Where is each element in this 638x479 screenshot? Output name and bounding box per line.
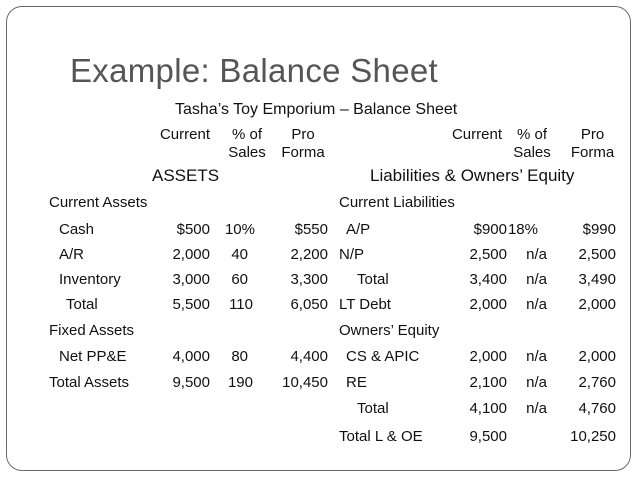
equity-total-pct: n/a xyxy=(526,400,547,417)
equity-total-label: Total xyxy=(357,400,389,417)
liab-total-pro: 3,490 xyxy=(578,271,616,288)
asset-total-pct: 110 xyxy=(229,296,253,313)
current-assets-label: Current Assets xyxy=(49,194,148,211)
owners-equity-label: Owners’ Equity xyxy=(339,322,440,339)
current-liabilities-label: Current Liabilities xyxy=(339,194,455,211)
asset-ar-pro: 2,200 xyxy=(290,246,328,263)
asset-total-pro: 6,050 xyxy=(290,296,328,313)
asset-total-label: Total xyxy=(66,296,98,313)
asset-ar-current: 2,000 xyxy=(172,246,210,263)
liab-ap-pro: $990 xyxy=(582,221,616,238)
assets-heading: ASSETS xyxy=(152,166,220,185)
liab-header-pct-line2: Sales xyxy=(513,144,551,161)
sheet-subtitle: Tasha’s Toy Emporium – Balance Sheet xyxy=(175,101,458,118)
asset-cash-label: Cash xyxy=(59,221,95,238)
asset-netppe-pct: 80 xyxy=(231,348,248,365)
equity-total-current: 4,100 xyxy=(469,400,507,417)
asset-inventory-pct: 60 xyxy=(231,271,248,288)
liab-ltdebt-label: LT Debt xyxy=(339,296,391,313)
asset-cash-pct: 10% xyxy=(224,221,255,238)
liab-np-label: N/P xyxy=(339,246,365,263)
liab-header-pro-line2: Forma xyxy=(570,144,615,161)
equity-total-pro: 4,760 xyxy=(578,400,616,417)
liab-ltdebt-current: 2,000 xyxy=(469,296,507,313)
liab-header-pct-line1: % of xyxy=(516,126,547,143)
liab-np-current: 2,500 xyxy=(469,246,507,263)
liab-total-pct: n/a xyxy=(526,271,547,288)
total-assets-pct: 190 xyxy=(227,374,253,391)
liab-ltdebt-pro: 2,000 xyxy=(578,296,616,313)
total-assets-pro: 10,450 xyxy=(282,374,328,391)
equity-csapic-pct: n/a xyxy=(526,348,547,365)
asset-cash-current: $500 xyxy=(176,221,210,238)
asset-inventory-label: Inventory xyxy=(59,271,121,288)
liab-ltdebt-pct: n/a xyxy=(526,296,547,313)
total-loe-pro: 10,250 xyxy=(570,428,616,445)
liab-ap-label: A/P xyxy=(346,221,371,238)
asset-cash-pro: $550 xyxy=(294,221,328,238)
asset-netppe-label: Net PP&E xyxy=(59,348,127,365)
assets-header-pct-line2: Sales xyxy=(228,144,266,161)
liab-np-pct: n/a xyxy=(526,246,547,263)
equity-csapic-current: 2,000 xyxy=(469,348,507,365)
asset-total-current: 5,500 xyxy=(172,296,210,313)
equity-csapic-label: CS & APIC xyxy=(346,348,420,365)
liab-ap-pct: 18% xyxy=(507,221,538,238)
asset-inventory-pro: 3,300 xyxy=(290,271,328,288)
fixed-assets-label: Fixed Assets xyxy=(49,322,135,339)
liab-header-current: Current xyxy=(451,126,502,143)
asset-ar-pct: 40 xyxy=(231,246,248,263)
equity-re-label: RE xyxy=(346,374,367,391)
liab-total-label: Total xyxy=(357,271,389,288)
liab-ap-current: $900 xyxy=(473,221,507,238)
asset-netppe-current: 4,000 xyxy=(172,348,210,365)
assets-header-pct-line1: % of xyxy=(231,126,262,143)
total-loe-current: 9,500 xyxy=(469,428,507,445)
liabilities-heading: Liabilities & Owners’ Equity xyxy=(370,166,575,185)
asset-inventory-current: 3,000 xyxy=(172,271,210,288)
assets-header-pro-line2: Forma xyxy=(281,144,325,161)
liab-total-current: 3,400 xyxy=(469,271,507,288)
equity-csapic-pro: 2,000 xyxy=(578,348,616,365)
asset-netppe-pro: 4,400 xyxy=(290,348,328,365)
total-assets-current: 9,500 xyxy=(172,374,210,391)
assets-header-pro-line1: Pro xyxy=(291,126,315,143)
liab-header-pro-line1: Pro xyxy=(580,126,605,143)
equity-re-pct: n/a xyxy=(526,374,547,391)
asset-ar-label: A/R xyxy=(59,246,85,263)
total-assets-label: Total Assets xyxy=(49,374,130,391)
equity-re-current: 2,100 xyxy=(469,374,507,391)
slide-title: Example: Balance Sheet xyxy=(70,52,438,89)
assets-header-current: Current xyxy=(159,126,210,143)
liab-np-pro: 2,500 xyxy=(578,246,616,263)
equity-re-pro: 2,760 xyxy=(578,374,616,391)
total-loe-label: Total L & OE xyxy=(339,428,423,445)
